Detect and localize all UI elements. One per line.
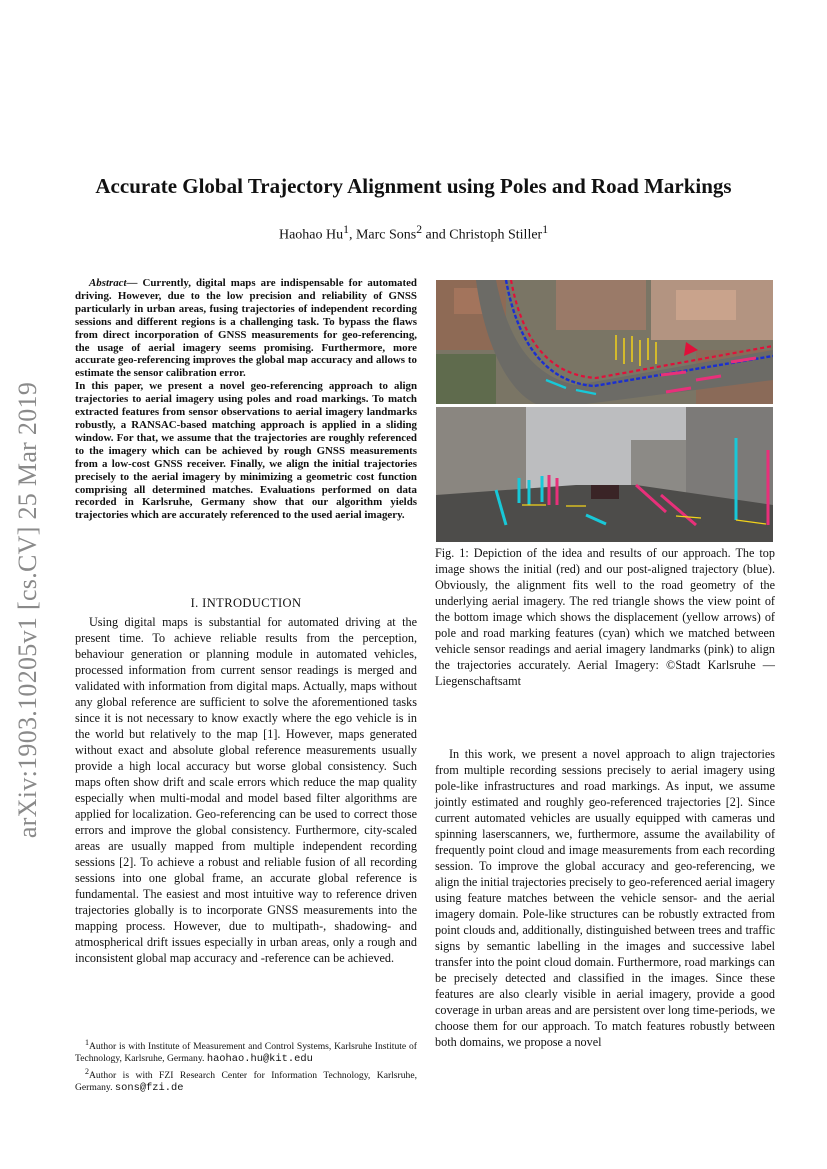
footnote-2 [75,1066,417,1095]
author-list [60,223,767,244]
arxiv-identifier [6,360,51,860]
abstract-text-1: Currently, digital maps are indispensable for automated driving. However, due to the low precision and reliability of GNSS particularly in urban areas, fusing trajectories of independent recording sessions and different regions is a challenging task. To bypass the flaws from direct incorporation of GNSS measurements for geo-referencing, the usage of aerial imagery seems promising. Furthermore, more accurate geo-referencing improves the global map accuracy and allows to estimate the sensor calibration error. [75,277,417,380]
author-1: Haohao Hu [278,227,344,243]
roof-block [676,290,736,320]
paper-title: Accurate Global Trajectory Alignment using Poles and Road Markings [95,174,732,198]
section-heading-introduction: I. INTRODUCTION [190,596,302,610]
footnote-1 [75,1037,417,1066]
author-3-affiliation: 1 [542,223,549,236]
footnote-1-email[interactable]: haohao.hu@kit.edu [206,1052,313,1065]
author-conjunction: and [422,227,450,243]
author-1-affiliation: 1 [343,223,349,236]
footnote-1-marker: 1 [85,1038,89,1047]
author-3: Christoph Stiller [449,227,543,243]
building-right [686,407,773,507]
abstract-paragraph-2: In this paper, we present a novel geo-referencing approach to align trajectories to aerial imagery using poles and road markings. To match extracted features from sensor observations to aerial imagery landmarks robustly, a RANSAC-based matching approach is applied in a sliding window. For that, we assume that the trajectories are roughly referenced to the imagery which can be achieved by rough GNSS measurements from a low-cost GNSS receiver. Finally, we align the initial trajectories precisely to the aerial imagery by minimizing a geometric cost function comprising all determined matches. Evaluations performed on data recorded in Karlsruhe, Germany show that our algorithm yields trajectories which are accurately referenced to the used aerial imagery. [75,380,417,522]
footnote-2-text: Author is with FZI Research Center for Information Technology, Karlsruhe, Germany. [75,1069,417,1093]
footnote-2-email[interactable]: sons@fzi.de [114,1081,184,1094]
figure-1-image [436,280,773,542]
tree-canopy [436,354,496,404]
roof-block [556,280,646,330]
right-column-paragraph: In this work, we present a novel approach to align trajectories from multiple recording sessions precisely to aerial imagery using pole-like infrastructures and road markings. As input, we assume jointly estimated and roughly geo-referenced trajectories [2]. Since current automated vehicles are usually equipped with cameras und spinning laserscanners, we, furthermore, assume the availability of frequently point cloud and image measurements from each recording session. To improve the global accuracy and geo-referencing, we align the initial trajectories precisely to geo-referenced aerial imagery using feature matches between the vehicle sensor- and the aerial imagery domain. Pole-like structures can be robustly extracted from point clouds and, additionally, distinguished between trees and traffic signs by semantic labelling in the images and successive label transfer into the point cloud domain. Furthermore, road markings can be precisely detected and classified in the images. Since these features are also clearly visible in aerial imagery, provide a good coverage in urban areas and are persistent over long time-periods, we choose them for our approach. To match features robustly between both domains, we propose a novel [435,747,775,1049]
footnote-2-marker: 2 [85,1066,89,1076]
footnote-1-text: Author is with Institute of Measurement and Control Systems, Karlsruhe Institute of Technology, Karlsruhe, Germany. [75,1041,417,1064]
abstract-dash: — [126,277,143,289]
introduction-paragraph: Using digital maps is substantial for automated driving at the present time. To achieve reliable results from the perception, behaviour generation or planning module in automated vehicles, processed information from current sensor readings is merged and validated with information from digital maps. Actually, maps without any global reference are sufficient to solve the aforementioned tasks since it is not necessary to know exactly where the ego vehicle is in the world but relatively to the map [1]. However, maps generated without exact and absolute global reference measurements usually provide a high local accuracy but worse global consistency. Such maps often show drift and scale errors which reduce the map quality especially when multi-modal and model based filter algorithms are applied for localization. Geo-referencing can be used to correct those errors and improve the global consistency. Furthermore, city-scaled areas are usually mapped from multiple independent recording sessions [2]. To achieve a robust and reliable fusion of all recording sessions into one global frame, an accurate global reference is fundamental. The easiest and most intuitive way to reference driven trajectories globally is to incorporate GNSS measurements into the mapping process. However, due to multipath-, shadowing- and atmospherical drift issues especially in urban areas, only a rough and inconsistent global map accuracy and -reference can be achieved. [75,615,417,965]
author-separator: , [348,227,356,243]
vehicle-ahead [591,485,619,499]
author-2: Marc Sons [355,227,417,243]
street-view-panel [436,407,773,542]
footnotes [75,1037,417,1095]
author-2-affiliation: 2 [416,223,423,236]
abstract [75,277,417,522]
arxiv-id-text: arXiv:1903.10205v1 [cs.CV] 25 Mar 2019 [13,381,43,839]
abstract-label: Abstract [89,277,127,289]
aerial-image-panel [436,280,773,404]
figure-1-caption: Fig. 1: Depiction of the idea and results of our approach. The top image shows the initial (red) and our post-aligned trajectory (blue). Obviously, the alignment fits well to the road geometry of the underlying aerial imagery. The red triangle shows the view point of the bottom image which shows the displacement (yellow arrows) of pole and road marking features (cyan) which we matched between vehicle sensor readings and aerial imagery landmarks (pink) to align the trajectories accurately. Aerial Imagery: ©Stadt Karlsruhe — Liegenschaftsamt [435,546,775,688]
building-left [436,407,526,497]
abstract-paragraph-1 [75,277,417,380]
